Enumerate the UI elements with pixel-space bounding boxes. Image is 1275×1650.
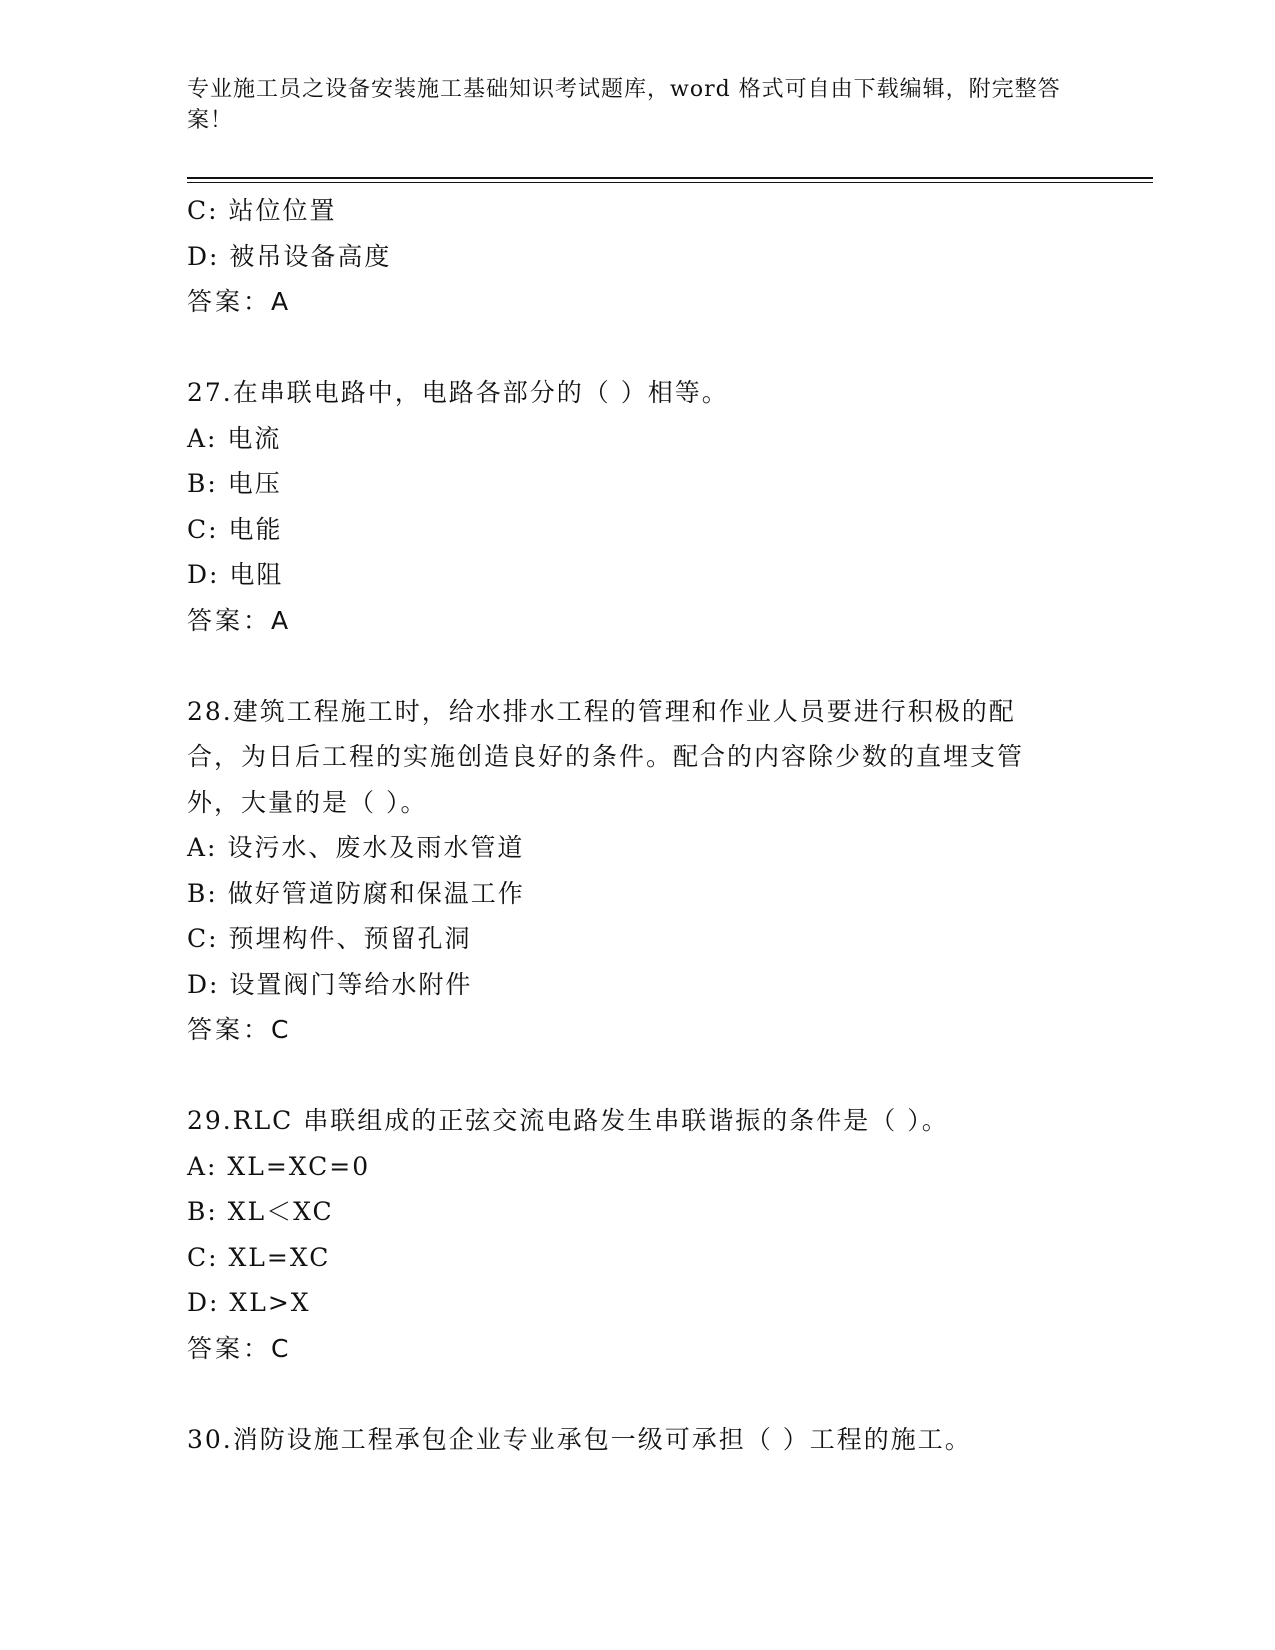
spacer [187, 1371, 1087, 1417]
question-stem: 30.消防设施工程承包企业专业承包一级可承担（ ）工程的施工。 [187, 1424, 972, 1454]
option-c: C: XL=XC [187, 1242, 331, 1272]
option-d: D: XL>X [187, 1288, 311, 1317]
option-c: C: 站位位置 [187, 196, 337, 225]
answer: 答案：A [187, 605, 292, 635]
question-30 [187, 1417, 1087, 1463]
question-stem: 29.RLC 串联组成的正弦交流电路发生串联谐振的条件是（ ）。 [187, 1106, 949, 1135]
question-29 [187, 1098, 1087, 1371]
option-a: A: XL=XC=0 [187, 1151, 371, 1181]
option-c: C: 预埋构件、预留孔洞 [187, 924, 472, 953]
option-d: D: 被吊设备高度 [187, 241, 392, 271]
question-list [187, 188, 1087, 1462]
option-b: B: XL＜XC [187, 1197, 334, 1226]
answer: 答案：C [187, 1333, 292, 1363]
question-27 [187, 370, 1087, 643]
spacer [187, 643, 1087, 689]
option-d: D: 电阻 [187, 560, 284, 589]
answer: 答案：C [187, 1015, 292, 1044]
question-stem: 27.在串联电路中，电路各部分的（ ）相等。 [187, 378, 729, 407]
option-a: A: 电流 [187, 423, 282, 453]
option-b: B: 做好管道防腐和保温工作 [187, 878, 525, 908]
header-divider-thin [187, 182, 1153, 183]
option-b: B: 电压 [187, 469, 282, 498]
question-stem: 28.建筑工程施工时，给水排水工程的管理和作业人员要进行积极的配合，为日后工程的实施创造良好的条件。配合的内容除少数的直埋支管外，大量的是（ ）。 [187, 696, 1025, 817]
question-28 [187, 689, 1087, 1053]
option-d: D: 设置阀门等给水附件 [187, 969, 473, 999]
option-c: C: 电能 [187, 514, 283, 544]
question-26-continuation [187, 188, 1087, 325]
spacer [187, 325, 1087, 371]
document-header: 专业施工员之设备安装施工基础知识考试题库，word 格式可自由下载编辑，附完整答案！ [187, 77, 1061, 133]
header-divider [187, 177, 1153, 179]
option-a: A: 设污水、废水及雨水管道 [187, 833, 525, 862]
answer: 答案：A [187, 287, 292, 316]
spacer [187, 1053, 1087, 1099]
